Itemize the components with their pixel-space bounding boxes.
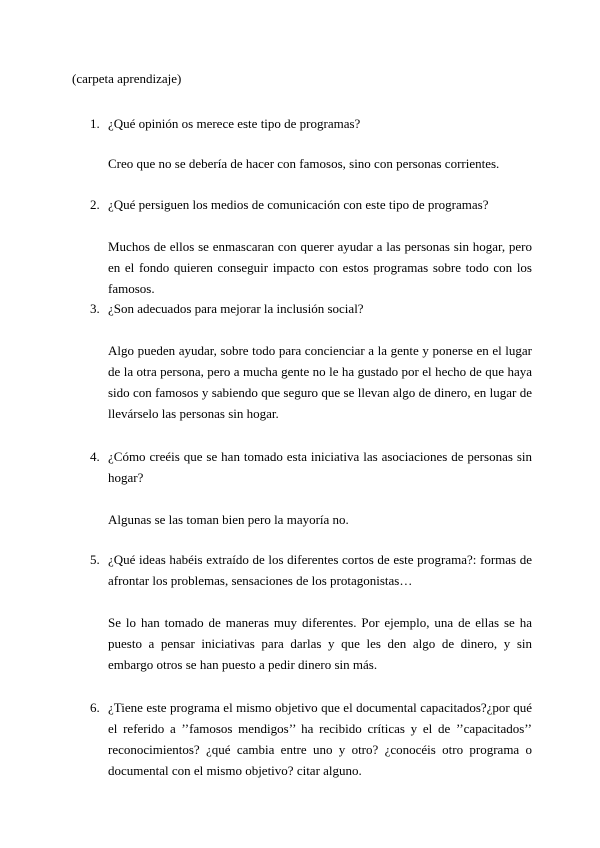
question-text: ¿Qué persiguen los medios de comunicación con este tipo de programas?	[108, 197, 489, 212]
item-number: 5.	[90, 552, 100, 567]
question-text: ¿Qué opinión os merece este tipo de programas?	[108, 116, 361, 131]
answer-text: Algo pueden ayudar, sobre todo para concienciar a la gente y ponerse en el lugar de la otra persona, pero a mucha gente no le ha gustado por el hecho de que haya sido con famosos y sabiendo que seguro que se llevan algo de dinero, en lugar de llevárselo las personas sin hogar.	[108, 343, 532, 421]
question-text: ¿Tiene este programa el mismo objetivo que el documental capacitados?¿por qué el referido a ’’famosos mendigos’’ ha recibido críticas y el de ’’capacitados’’ reconocimientos? ¿qué cambia entre uno y otro? ¿conocéis otro programa o documental con el mismo objetivo? citar alguno.	[108, 700, 532, 778]
answer-text: Se lo han tomado de maneras muy diferentes. Por ejemplo, una de ellas se ha puesto a pensar iniciativas para darlas y que les den algo de dinero, y sin embargo otros se han puesto a pedir dinero sin más.	[108, 615, 532, 672]
item-number: 4.	[90, 449, 100, 464]
question-text: ¿Son adecuados para mejorar la inclusión social?	[108, 301, 364, 316]
item-number: 1.	[90, 116, 100, 131]
item-number: 6.	[90, 700, 100, 715]
item-number: 2.	[90, 197, 100, 212]
question-text: ¿Qué ideas habéis extraído de los diferentes cortos de este programa?: formas de afrontar los problemas, sensaciones de los protagonistas…	[108, 552, 532, 588]
answer-text: Algunas se las toman bien pero la mayoría no.	[108, 512, 349, 527]
question-text: ¿Cómo creéis que se han tomado esta iniciativa las asociaciones de personas sin hogar?	[108, 449, 532, 485]
item-number: 3.	[90, 301, 100, 316]
answer-text: Creo que no se debería de hacer con famosos, sino con personas corrientes.	[108, 156, 500, 171]
document-header: (carpeta aprendizaje)	[72, 71, 182, 86]
answer-text: Muchos de ellos se enmascaran con querer ayudar a las personas sin hogar, pero en el fondo quieren conseguir impacto con estos programas sobre todo con los famosos.	[108, 239, 532, 296]
